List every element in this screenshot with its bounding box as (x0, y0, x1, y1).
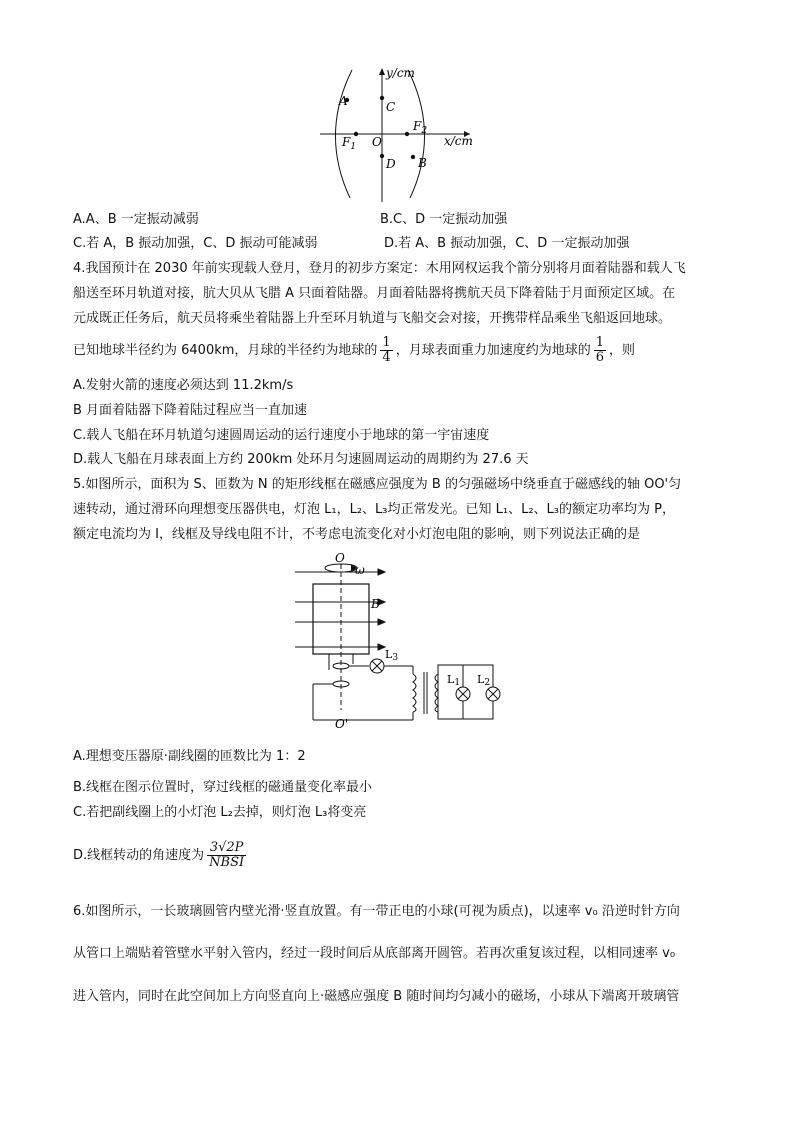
q4-line-4a: 已知地球半径约为 6400km，月球的半径约为地球的 (73, 343, 378, 358)
q4-line-2: 船送至环月轨道对接，肮大贝从飞腊 A 只面着陆器。月面着陆器将携航天员下降着陆于月面预定区域。在 (73, 286, 676, 301)
label-D: D (386, 157, 396, 171)
wave-interference-figure (310, 64, 480, 204)
q5-option-c: C.若把副线圈上的小灯泡 L₂去掉，则灯泡 L₃将变亮 (73, 805, 367, 820)
x-axis-label: x/cm (444, 134, 473, 148)
label-F1: $F_1$ (342, 135, 357, 152)
label-omega: ω (355, 563, 365, 577)
label-O-top: O (335, 551, 345, 565)
fraction-one-sixth: $\frac{1}{6}$ (595, 335, 604, 365)
q4-option-a: A.发射火箭的速度必须达到 11.2km/s (73, 378, 294, 393)
q5-line-3: 额定电流均为 I，线框及导线电阻不计，不考虑电流变化对小灯泡电阻的影响，则下列说法正确的是 (73, 527, 640, 542)
rectangular-coil (313, 584, 369, 654)
q3-option-c: C.若 A，B 振动加强，C、D 振动可能减弱 (73, 236, 318, 251)
q3-option-d: D.若 A、B 振动加强，C、D 一定振动加强 (384, 236, 630, 251)
generator-transformer-figure (285, 550, 505, 730)
point-C (380, 96, 384, 100)
label-F2: $F_2$ (413, 119, 428, 136)
point-F1 (354, 132, 358, 136)
q5-option-d (73, 836, 249, 876)
q4-line-3: 元成既正任务后，航天员将乘坐着陆器上升至环月轨道与飞船交会对接，开携带样品乘坐飞船返回地球。 (73, 311, 672, 326)
label-O-prime: O' (335, 717, 349, 730)
q5-option-d-prefix: D.线框转动的角速度为 (73, 848, 205, 863)
label-O: O (372, 135, 382, 149)
label-L2: L2 (477, 673, 491, 688)
fraction-one-quarter: $\frac{1}{4}$ (382, 335, 391, 365)
y-axis-arrow (379, 68, 385, 75)
q5-line-2: 速转动，通过滑环向理想变压器供电，灯泡 L₁，L₂、L₃均正常发光。已知 L₁、L₂、L₃的额定功率均为 P， (73, 502, 675, 517)
point-F2 (405, 132, 409, 136)
q4-option-b: B 月面着陆器下降着陆过程应当一直加速 (73, 403, 308, 418)
q6-line-1: 6.如图所示，一长玻璃圆管内壁光滑·竖直放置。有一带正电的小球(可视为质点)，以速率 v₀ 沿逆时针方向 (73, 904, 680, 919)
q4-option-d: D.载人飞船在月球表面上方约 200km 处环月匀速圆周运动的周期约为 27.6 天 (73, 452, 529, 467)
q3-option-a: A.A、B 一定振动减弱 (73, 212, 199, 227)
label-C: C (386, 100, 396, 114)
primary-coil (413, 674, 416, 712)
q5-option-a: A.理想变压器原·副线圈的匝数比为 1：2 (73, 749, 306, 764)
label-A: A (339, 94, 348, 108)
q5-line-1: 5.如图所示，面积为 S、匝数为 N 的矩形线框在磁感应强度为 B 的匀强磁场中绕垂直于磁感线的轴 OO'匀 (73, 477, 682, 492)
label-B: B (418, 156, 427, 170)
label-L3: L3 (385, 648, 399, 663)
q4-line-4 (73, 334, 635, 368)
y-axis-label: y/cm (386, 66, 415, 80)
label-B-field: B (371, 597, 380, 611)
point-D (380, 154, 384, 158)
q6-line-2: 从管口上端贴着管壁水平射入管内，经过一段时间后从底部离开圆管。若再次重复该过程，以相同速率 v₀ (73, 946, 676, 961)
q4-line-4b: ，月球表面重力加速度约为地球的 (395, 343, 591, 358)
q4-line-4c: ，则 (609, 343, 636, 358)
q5-option-b: B.线框在图示位置时，穿过线框的磁通量变化率最小 (73, 780, 373, 795)
q4-line-1: 4.我国预计在 2030 年前实现载人登月，登月的初步方案定：木用网权运我个箭分别将月面着陆器和载人飞 (73, 261, 686, 276)
point-B (411, 155, 415, 159)
q4-option-c: C.载人飞船在环月轨道匀速圆周运动的运行速度小于地球的第一宇宙速度 (73, 428, 490, 443)
q6-line-3: 进入管内，同时在此空间加上方向竖直向上·磁感应强度 B 随时间均匀减小的磁场，小球从下端离开玻璃管 (73, 989, 680, 1004)
omega-formula: $\frac{3√2P}{\text{NBSI}}$ (209, 840, 245, 870)
q3-option-b: B.C、D 一定振动加强 (380, 212, 508, 227)
label-L1: L1 (447, 673, 461, 688)
